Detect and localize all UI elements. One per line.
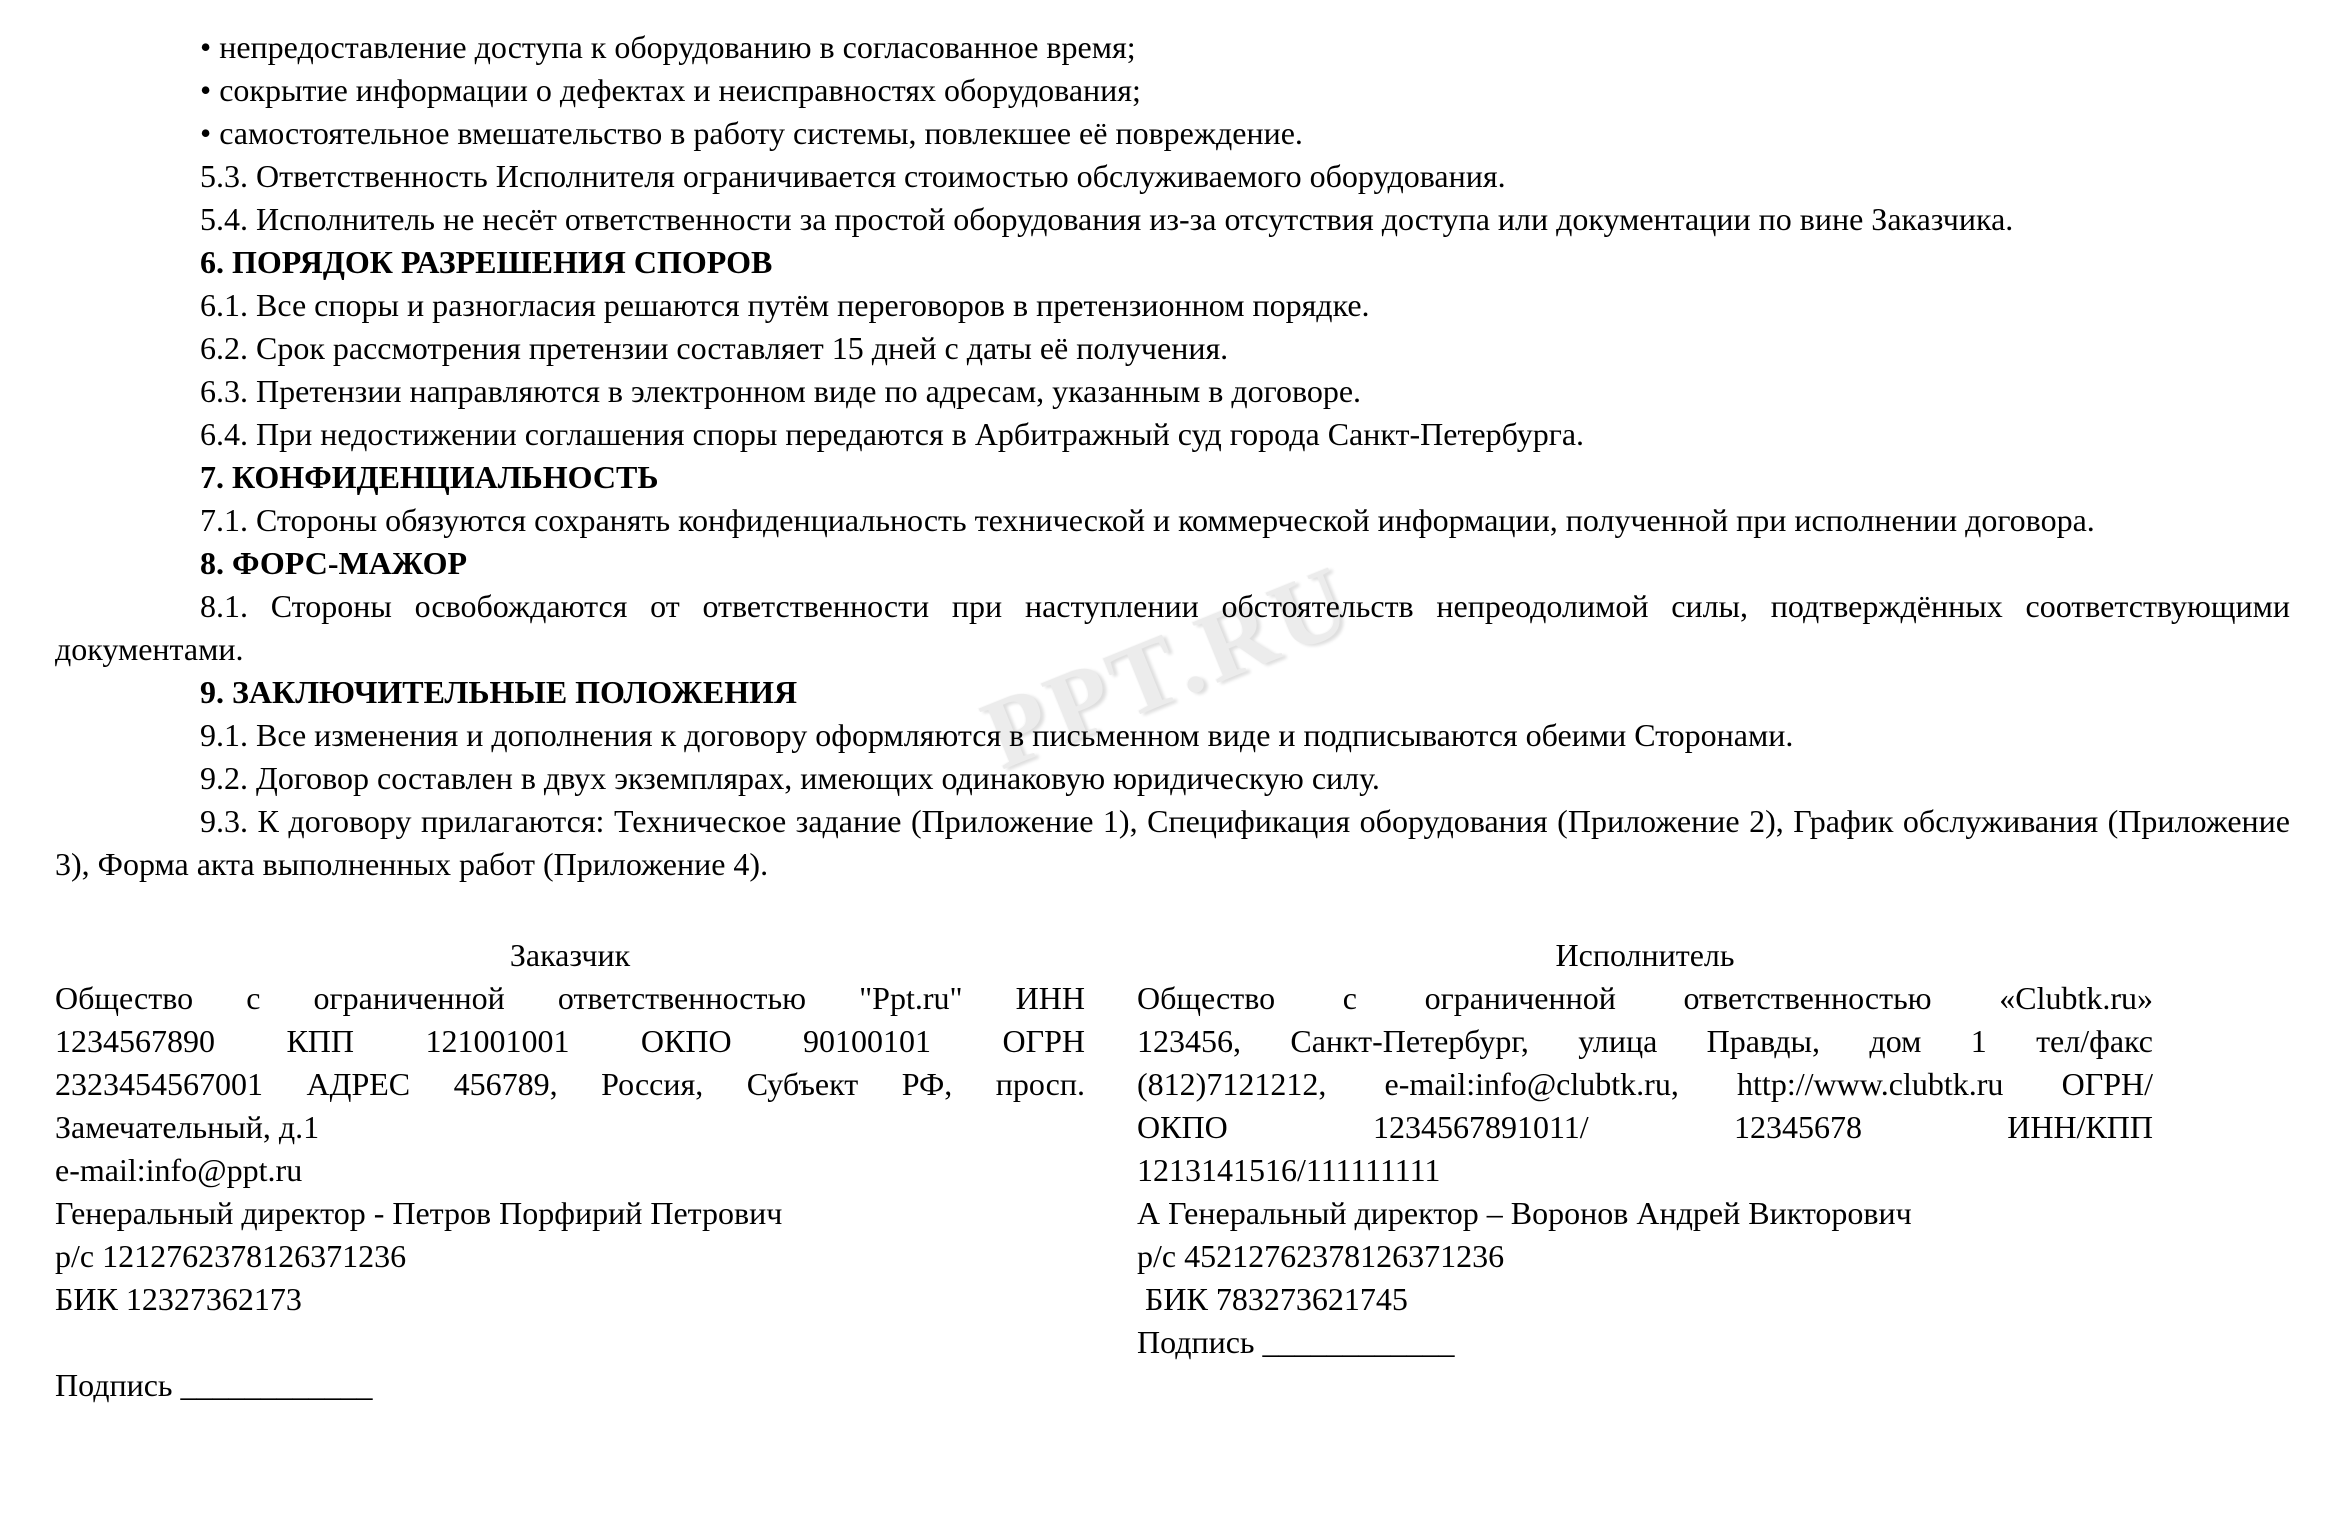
- customer-detail-line: БИК 12327362173: [55, 1281, 302, 1317]
- contractor-detail-line: БИК 783273621745: [1137, 1281, 1408, 1317]
- ppt-ru-watermark: PPT.RU: [968, 542, 1369, 791]
- contract-paragraph: 8. ФОРС-МАЖОР: [200, 545, 468, 581]
- contractor-detail-line: 1213141516/111111111: [1137, 1152, 1441, 1188]
- customer-detail-line: 2323454567001 АДРЕС 456789, Россия, Субъект РФ, просп.: [55, 1066, 1085, 1102]
- customer-detail-line: Замечательный, д.1: [55, 1109, 320, 1145]
- customer-detail-line: e-mail:info@ppt.ru: [55, 1152, 303, 1188]
- contractor-detail-line: (812)7121212, e-mail:info@clubtk.ru, http://www.clubtk.ru ОГРН/: [1137, 1066, 2153, 1102]
- contract-paragraph: 6.3. Претензии направляются в электронном виде по адресам, указанным в договоре.: [200, 373, 1362, 409]
- contract-paragraph: 5.3. Ответственность Исполнителя ограничивается стоимостью обслуживаемого оборудования.: [200, 158, 1506, 194]
- contract-paragraph: 9.1. Все изменения и дополнения к договору оформляются в письменном виде и подписываются обеими Сторонами.: [200, 717, 1794, 753]
- contractor-detail-line: Общество с ограниченной ответственностью «Clubtk.ru»: [1137, 980, 2153, 1016]
- contractor-column: [1137, 934, 2153, 1407]
- contract-paragraph: • самостоятельное вмешательство в работу системы, повлекшее её повреждение.: [200, 115, 1303, 151]
- contract-body: [55, 26, 2298, 886]
- contractor-detail-line: 123456, Санкт-Петербург, улица Правды, дом 1 тел/факс: [1137, 1023, 2153, 1059]
- customer-title: Заказчик: [509, 937, 631, 973]
- contract-paragraph: • сокрытие информации о дефектах и неисправностях оборудования;: [200, 72, 1141, 108]
- customer-detail-line: Генеральный директор - Петров Порфирий Петрович: [55, 1195, 783, 1231]
- contract-paragraph: 9.3. К договору прилагаются: Техническое задание (Приложение 1), Спецификация оборудования (Приложение 2), График обслуживания (Приложение 3), Форма акта выполненных работ (Приложение 4).: [55, 803, 2298, 882]
- contractor-detail-line: р/с 45212762378126371236: [1137, 1238, 1505, 1274]
- contract-paragraph: 6.1. Все споры и разногласия решаются путём переговоров в претензионном порядке.: [200, 287, 1370, 323]
- contractor-detail-line: А Генеральный директор – Воронов Андрей Викторович: [1137, 1195, 1912, 1231]
- signature-block: [55, 934, 2290, 1407]
- customer-details: [55, 977, 1085, 1407]
- contractor-details: [1137, 977, 2153, 1364]
- customer-detail-line: 1234567890 КПП 121001001 ОКПО 90100101 ОГРН: [55, 1023, 1085, 1059]
- contract-paragraph: 7. КОНФИДЕНЦИАЛЬНОСТЬ: [200, 459, 659, 495]
- customer-column: [55, 934, 1085, 1407]
- contract-paragraph: 6.4. При недостижении соглашения споры передаются в Арбитражный суд города Санкт-Петербурга.: [200, 416, 1585, 452]
- contract-paragraph: 9.2. Договор составлен в двух экземплярах, имеющих одинаковую юридическую силу.: [200, 760, 1380, 796]
- contract-paragraph: • непредоставление доступа к оборудованию в согласованное время;: [200, 29, 1136, 65]
- contract-paragraph: 8.1. Стороны освобождаются от ответственности при наступлении обстоятельств непреодолимой силы, подтверждённых соответствующими документами.: [55, 588, 2298, 667]
- customer-detail-line: [55, 1321, 1085, 1364]
- customer-detail-line: р/с 1212762378126371236: [55, 1238, 407, 1274]
- customer-detail-line: Общество с ограниченной ответственностью "Ppt.ru" ИНН: [55, 980, 1085, 1016]
- contractor-detail-line: ОКПО 1234567891011/ 12345678 ИНН/КПП: [1137, 1109, 2153, 1145]
- contract-paragraph: 5.4. Исполнитель не несёт ответственности за простой оборудования из-за отсутствия доступа или документации по вине Заказчика.: [200, 201, 2014, 237]
- contract-paragraph: 7.1. Стороны обязуются сохранять конфиденциальность технической и коммерческой информации, полученной при исполнении договора.: [200, 502, 2095, 538]
- contract-paragraph: 6.2. Срок рассмотрения претензии составляет 15 дней с даты её получения.: [200, 330, 1229, 366]
- contractor-title: Исполнитель: [1555, 937, 1735, 973]
- contractor-detail-line: Подпись ____________: [1137, 1324, 1455, 1360]
- contract-paragraph: 6. ПОРЯДОК РАЗРЕШЕНИЯ СПОРОВ: [200, 244, 773, 280]
- customer-detail-line: Подпись ____________: [55, 1367, 373, 1403]
- contract-paragraph: 9. ЗАКЛЮЧИТЕЛЬНЫЕ ПОЛОЖЕНИЯ: [200, 674, 798, 710]
